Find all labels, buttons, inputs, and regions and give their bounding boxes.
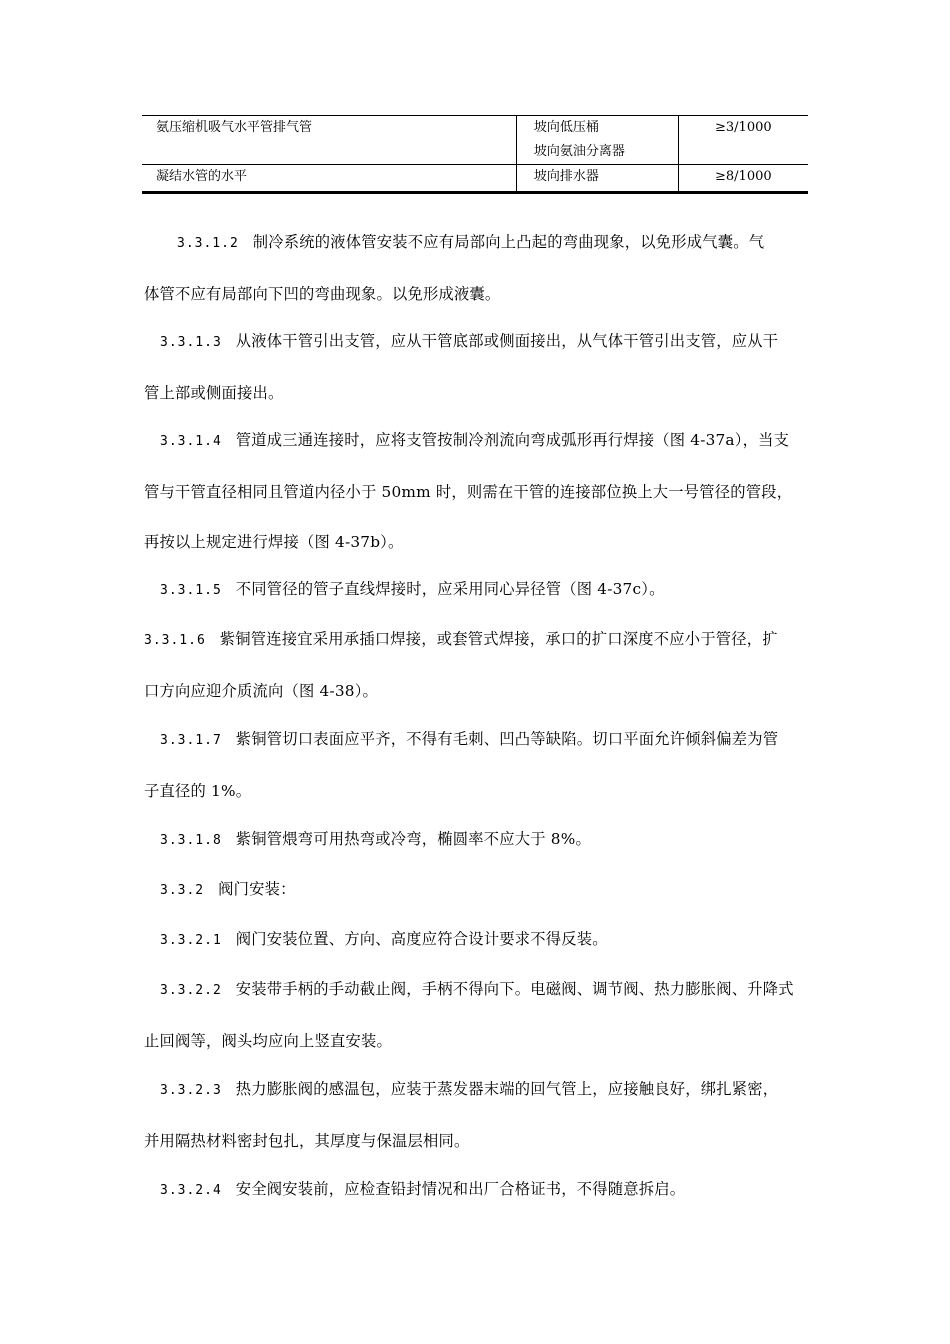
- clause-number: 3.3.2.1: [160, 933, 222, 948]
- clause-3-3-1-6: [144, 614, 814, 716]
- clause-text: 安装带手柄的手动截止阀，手柄不得向下。电磁阀、调节阀、热力膨胀阀、升降式: [235, 980, 794, 998]
- clause-3-3-2-3: [144, 1064, 814, 1166]
- clause-number: 3.3.1.3: [160, 335, 222, 350]
- clause-number: 3.3.1.7: [160, 733, 222, 748]
- clause-text: 管道成三通连接时，应将支管按制冷剂流向弯成弧形再行焊接（图 4-37a），当支: [235, 431, 790, 449]
- clause-number: 3.3.2.4: [160, 1183, 222, 1198]
- clause-text: 体管不应有局部向下凹的弯曲现象。以免形成液囊。: [144, 285, 501, 303]
- table-cell-slope: ≥3/1000: [678, 116, 808, 165]
- clause-3-3-1-2: [144, 217, 814, 319]
- clause-3-3-1-8: [144, 814, 814, 866]
- clause-number: 3.3.2: [160, 883, 205, 898]
- clause-3-3-2-4: [144, 1164, 814, 1216]
- table-row: [142, 116, 808, 165]
- table-cell-item: 氨压缩机吸气水平管排气管: [142, 116, 516, 165]
- clause-text: 从液体干管引出支管，应从干管底部或侧面接出，从气体干管引出支管，应从干: [235, 332, 779, 350]
- clause-number: 3.3.1.6: [144, 633, 206, 648]
- table-cell-direction: 坡向低压桶 坡向氨油分离器: [516, 116, 678, 165]
- clause-text: 止回阀等，阀头均应向上竖直安装。: [144, 1032, 392, 1050]
- clause-3-3-1-5: [144, 564, 814, 616]
- clause-text: 紫铜管切口表面应平齐，不得有毛刺、凹凸等缺陷。切口平面允许倾斜偏差为管: [235, 730, 779, 748]
- table-cell-slope: ≥8/1000: [678, 165, 808, 193]
- clause-text: 阀门安装位置、方向、高度应符合设计要求不得反装。: [235, 930, 608, 948]
- clause-text: 制冷系统的液体管安装不应有局部向上凸起的弯曲现象，以免形成气囊。气: [252, 233, 765, 251]
- clause-number: 3.3.1.2: [177, 236, 239, 251]
- clause-number: 3.3.1.4: [160, 434, 222, 449]
- clause-number: 3.3.2.3: [160, 1083, 222, 1098]
- clause-number: 3.3.2.2: [160, 983, 222, 998]
- clause-number: 3.3.1.5: [160, 583, 222, 598]
- clause-text: 管与干管直径相同且管道内径小于 50mm 时，则需在干管的连接部位换上大一号管径的管段，: [144, 483, 793, 501]
- clause-3-3-2-2: [144, 964, 814, 1066]
- clause-text: 热力膨胀阀的感温包，应装于蒸发器末端的回气管上，应接触良好，绑扎紧密，: [235, 1080, 779, 1098]
- clause-3-3-1-7: [144, 714, 814, 816]
- table-cell-item: 凝结水管的水平: [142, 165, 516, 193]
- clause-text: 不同管径的管子直线焊接时，应采用同心异径管（图 4-37c）。: [235, 580, 665, 598]
- clause-text: 安全阀安装前，应检查铅封情况和出厂合格证书，不得随意拆启。: [235, 1180, 686, 1198]
- clause-text: 口方向应迎介质流向（图 4-38）。: [144, 682, 379, 700]
- section-3-3-2-heading: [144, 864, 814, 916]
- clause-text: 子直径的 1%。: [144, 782, 252, 800]
- clause-text: 阀门安装：: [218, 880, 296, 898]
- clause-text: 管上部或侧面接出。: [144, 384, 284, 402]
- clause-3-3-2-1: [144, 914, 814, 966]
- clause-text: 紫铜管连接宜采用承插口焊接，或套管式焊接，承口的扩口深度不应小于管径，扩: [219, 630, 778, 648]
- clause-3-3-1-3: [144, 316, 814, 418]
- table-cell-direction: 坡向排水器: [516, 165, 678, 193]
- clause-text: 再按以上规定进行焊接（图 4-37b）。: [144, 533, 404, 551]
- clause-3-3-1-4: [144, 415, 814, 567]
- pipe-slope-table: [142, 115, 808, 194]
- clause-number: 3.3.1.8: [160, 833, 222, 848]
- clause-text: 并用隔热材料密封包扎，其厚度与保温层相同。: [144, 1132, 470, 1150]
- table-row: [142, 165, 808, 193]
- clause-text: 紫铜管煨弯可用热弯或冷弯，椭圆率不应大于 8%。: [235, 830, 591, 848]
